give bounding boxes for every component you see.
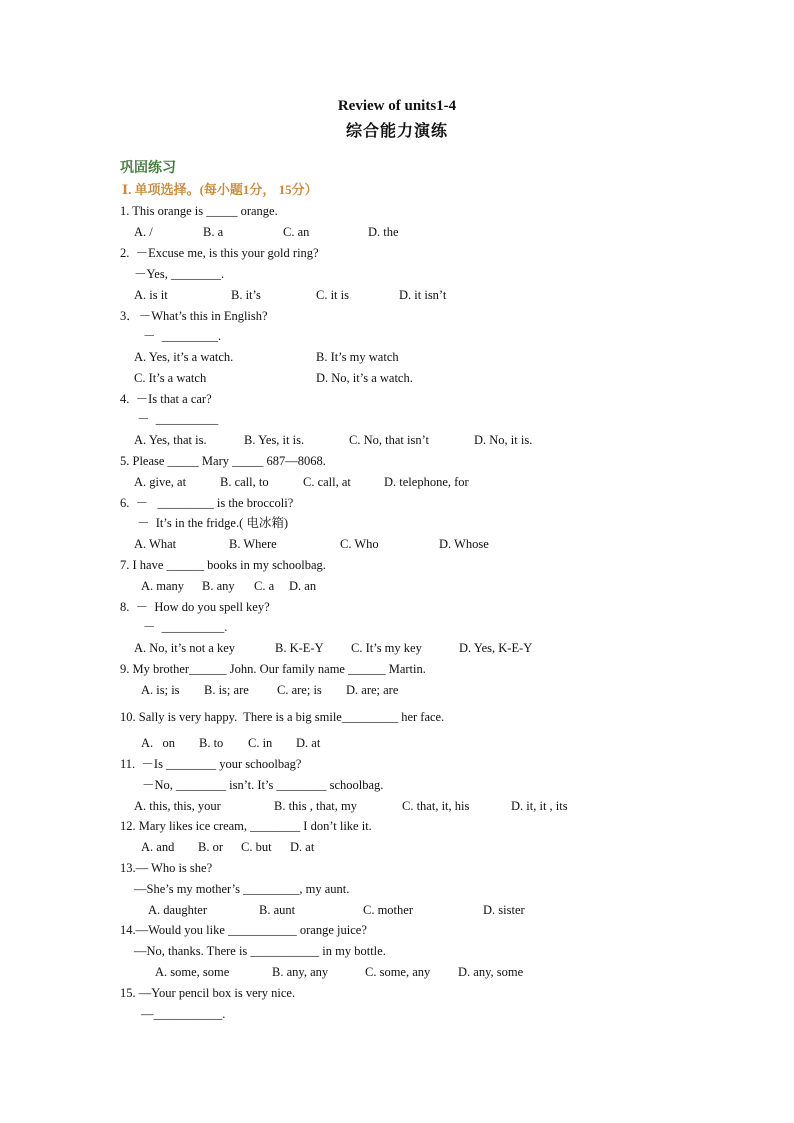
answer-option: D. it, it , its [511,799,568,813]
question-line: 9. My brother______ John. Our family name ______ Martin. [120,662,426,676]
answer-option: D. are; are [346,683,399,697]
answer-option: B. this , that, my [274,799,357,813]
answer-option: D. Yes, K-E-Y [459,641,533,655]
answer-option: D. the [368,225,399,239]
question-line: － It’s in the fridge.( 电冰箱) [137,516,289,530]
question-line: － __________ [137,412,219,426]
answer-option: D. sister [483,903,525,917]
answer-option: C. No, that isn’t [349,433,429,447]
answer-option: D. an [289,579,317,593]
answer-option: A. many [141,579,185,593]
section-heading: 巩固练习 [120,161,176,176]
answer-option: D. any, some [458,965,524,979]
answer-option: B. is; are [204,683,249,697]
answer-option: C. some, any [365,965,431,979]
answer-option: B. to [199,736,224,750]
answer-option: D. telephone, for [384,475,469,489]
answer-option: A. What [134,537,177,551]
answer-option: C. an [283,225,310,239]
question-line: —She’s my mother’s _________, my aunt. [134,882,350,896]
question-line: 14.—Would you like ___________ orange juice? [120,923,367,937]
question-line: 6. － _________ is the broccoli? [120,496,294,510]
answer-option: A. and [141,840,175,854]
answer-option: D. it isn’t [399,288,447,302]
answer-option: C. Who [340,537,379,551]
answer-option: C. mother [363,903,413,917]
answer-option: C. a [254,579,275,593]
answer-option: C. are; is [277,683,322,697]
answer-option: B. or [198,840,223,854]
answer-option: B. a [203,225,224,239]
answer-option: A. Yes, that is. [134,433,207,447]
answer-option: C. in [248,736,273,750]
answer-option: D. at [296,736,321,750]
answer-option: B. Where [229,537,277,551]
question-line: 2. －Excuse me, is this your gold ring? [120,246,319,260]
question-line: －Yes, ________. [134,267,225,281]
question-line: － __________. [143,620,228,634]
question-line: 5. Please _____ Mary _____ 687—8068. [120,454,326,468]
answer-option: A. is; is [141,683,180,697]
answer-option: C. It’s a watch [134,371,207,385]
answer-option: C. call, at [303,475,351,489]
answer-option: C. but [241,840,272,854]
answer-option: B. Yes, it is. [244,433,305,447]
question-line: 3．－What’s this in English? [120,309,268,323]
answer-option: B. any, any [272,965,329,979]
question-line: —No, thanks. There is ___________ in my bottle. [134,944,386,958]
question-line: 12. Mary likes ice cream, ________ I don’t like it. [120,819,372,833]
question-line: 4. －Is that a car? [120,392,212,406]
answer-option: B. any [202,579,235,593]
subsection-heading: Ⅰ. 单项选择。(每小题1分， 15分） [122,182,318,197]
answer-option: A. is it [134,288,168,302]
answer-option: A. give, at [134,475,187,489]
answer-option: D. No, it’s a watch. [316,371,413,385]
answer-option: A. on [141,736,176,750]
question-line: 15. —Your pencil box is very nice. [120,986,296,1000]
question-line: 13.— Who is she? [120,861,213,875]
answer-option: B. aunt [259,903,296,917]
answer-option: D. Whose [439,537,489,551]
answer-option: A. this, this, your [134,799,221,813]
answer-option: D. No, it is. [474,433,533,447]
page-subtitle: 综合能力演练 [345,123,448,140]
question-line: － _________. [143,329,222,343]
answer-option: C. It’s my key [351,641,422,655]
question-line: 11. －Is ________ your schoolbag? [120,757,302,771]
answer-option: A. Yes, it’s a watch. [134,350,234,364]
answer-option: B. K-E-Y [275,641,324,655]
answer-option: A. / [134,225,153,239]
answer-option: C. that, it, his [402,799,470,813]
answer-option: A. daughter [148,903,208,917]
question-line: 1. This orange is _____ orange. [120,204,278,218]
question-line: －No, ________ isn’t. It’s ________ schoolbag. [142,778,384,792]
question-line: 10. Sally is very happy. There is a big smile_________ her face. [120,710,445,724]
page-title: Review of units1-4 [337,98,457,114]
answer-option: B. it’s [231,288,261,302]
answer-option: B. call, to [220,475,269,489]
answer-option: B. It’s my watch [316,350,399,364]
question-line: —___________. [141,1007,226,1021]
question-line: 7. I have ______ books in my schoolbag. [120,558,326,572]
answer-option: A. No, it’s not a key [134,641,236,655]
answer-option: C. it is [316,288,349,302]
answer-option: D. at [290,840,315,854]
answer-option: A. some, some [155,965,230,979]
question-line: 8. － How do you spell key? [120,600,270,614]
